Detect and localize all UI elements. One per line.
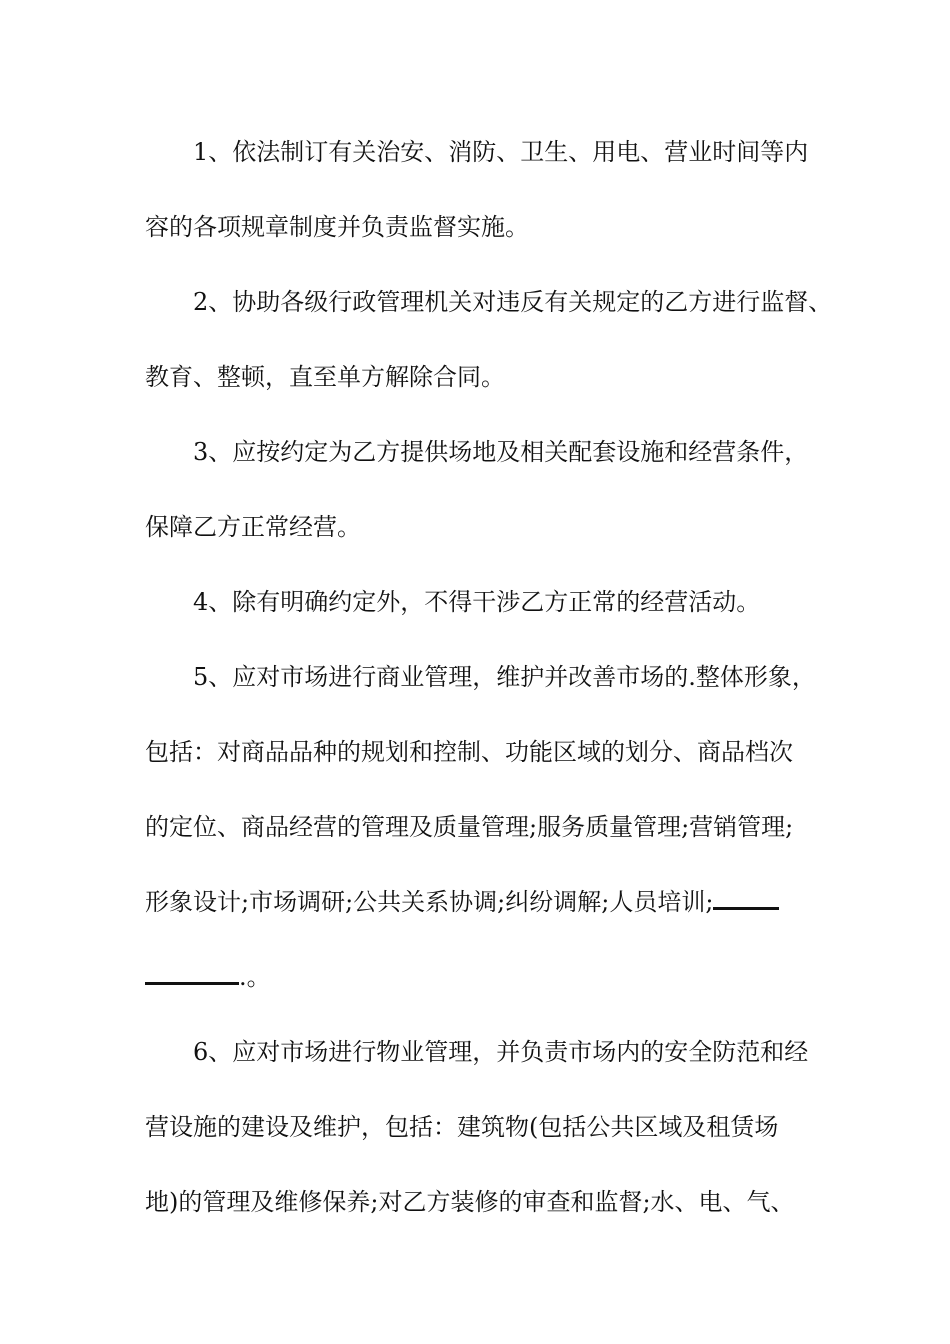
clause-3-line-2: 保障乙方正常经营。 xyxy=(145,513,361,541)
clause-6-line-2: 营设施的建设及维护，包括：建筑物(包括公共区域及租赁场 xyxy=(145,1113,779,1141)
fill-in-blank-line xyxy=(713,889,779,910)
clause-5-line-3: 的定位、商品经营的管理及质量管理;服务质量管理;营销管理; xyxy=(145,813,794,841)
clause-5-line-5-text: .。 xyxy=(239,963,271,991)
clause-5-line-4 xyxy=(145,887,845,917)
clause-6-line-1: 6、应对市场进行物业管理，并负责市场内的安全防范和经 xyxy=(193,1038,809,1066)
clause-5-line-4-text: 形象设计;市场调研;公共关系协调;纠纷调解;人员培训; xyxy=(145,888,714,916)
clause-4-line-1: 4、除有明确约定外，不得干涉乙方正常的经营活动。 xyxy=(193,588,761,616)
clause-1-line-1: 1、依法制订有关治安、消防、卫生、用电、营业时间等内 xyxy=(193,138,809,166)
clause-5-line-1: 5、应对市场进行商业管理，维护并改善市场的.整体形象， xyxy=(193,663,816,691)
fill-in-blank-line xyxy=(145,964,239,985)
clause-5-line-2: 包括：对商品品种的规划和控制、功能区域的划分、商品档次 xyxy=(145,738,793,766)
clause-2-line-2: 教育、整顿，直至单方解除合同。 xyxy=(145,363,505,391)
clause-2-line-1: 2、协助各级行政管理机关对违反有关规定的乙方进行监督、 xyxy=(193,288,833,316)
clause-1-line-2: 容的各项规章制度并负责监督实施。 xyxy=(145,213,529,241)
clause-3-line-1: 3、应按约定为乙方提供场地及相关配套设施和经营条件， xyxy=(193,438,809,466)
clause-5-line-5 xyxy=(145,962,845,992)
clause-6-line-3: 地)的管理及维修保养;对乙方装修的审查和监督;水、电、气、 xyxy=(145,1188,795,1216)
